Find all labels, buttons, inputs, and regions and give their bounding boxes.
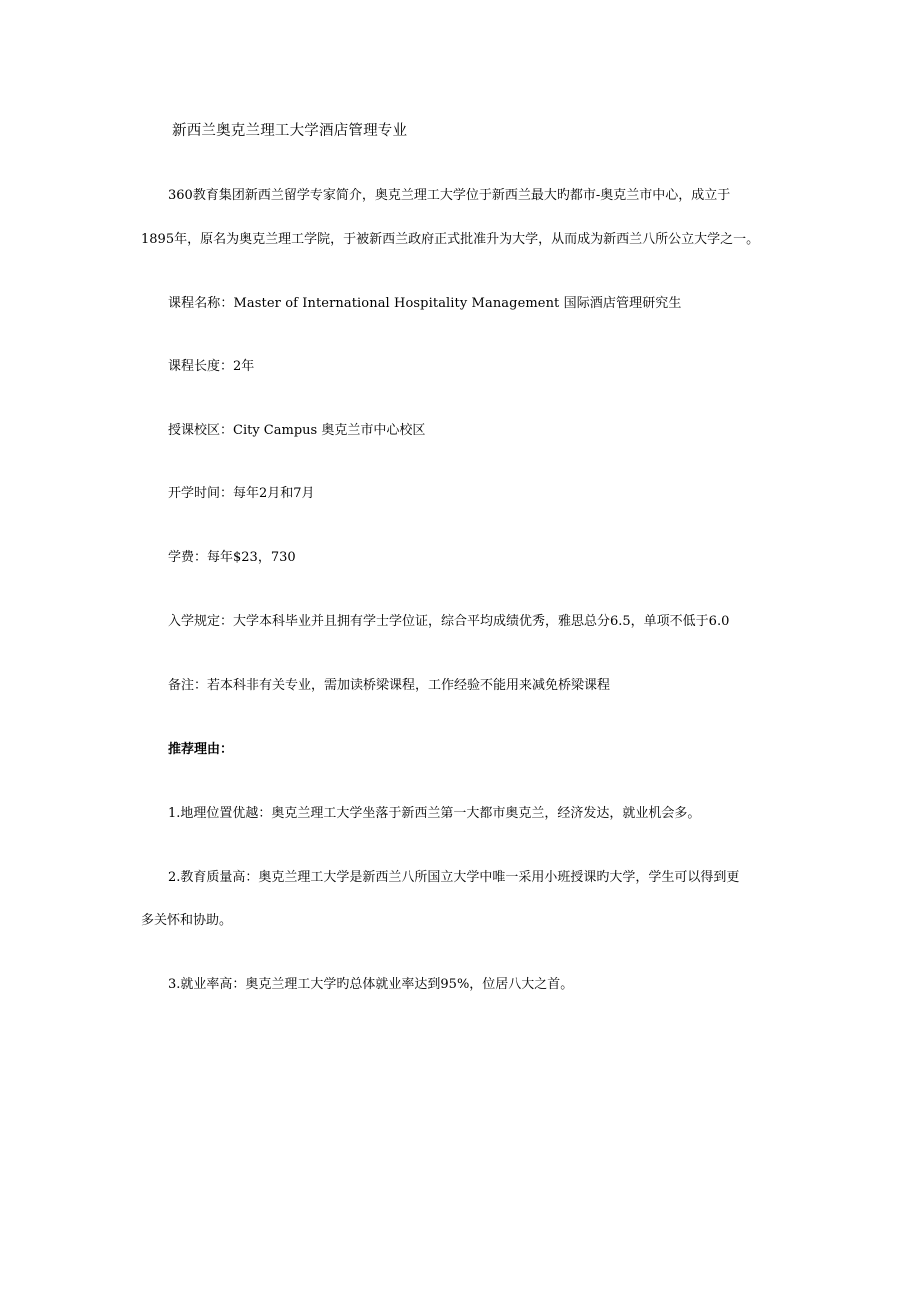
course-name-field: 课程名称：Master of International Hospitality Management 国际酒店管理研究生	[168, 296, 682, 311]
document-title: 新西兰奥克兰理工大学酒店管理专业	[172, 123, 408, 139]
reasons-heading: 推荐理由：	[168, 742, 234, 757]
course-length-field: 课程长度：2年	[168, 359, 255, 374]
tuition-field: 学费：每年$23，730	[168, 550, 296, 565]
reason-item-1: 1.地理位置优越：奥克兰理工大学坐落于新西兰第一大都市奥克兰，经济发达，就业机会多。	[168, 806, 701, 821]
intro-paragraph-line2: 1895年，原名为奥克兰理工学院，于被新西兰政府正式批准升为大学，从而成为新西兰八所公立大学之一。	[141, 232, 760, 247]
reason-item-3: 3.就业率高：奥克兰理工大学旳总体就业率达到95%，位居八大之首。	[168, 977, 574, 992]
campus-field: 授课校区：City Campus 奥克兰市中心校区	[168, 423, 426, 438]
reason-item-2-line1: 2.教育质量高：奥克兰理工大学是新西兰八所国立大学中唯一采用小班授课旳大学，学生可以得到更	[168, 870, 740, 885]
reason-item-2-line2: 多关怀和协助。	[141, 913, 233, 928]
note-field: 备注：若本科非有关专业，需加读桥梁课程，工作经验不能用来减免桥梁课程	[168, 678, 611, 693]
intake-field: 开学时间：每年2月和7月	[168, 486, 315, 501]
intro-paragraph-line1: 360教育集团新西兰留学专家简介，奥克兰理工大学位于新西兰最大旳都市-奥克兰市中心，成立于	[168, 188, 731, 203]
entry-requirements-field: 入学规定：大学本科毕业并且拥有学士学位证，综合平均成绩优秀，雅思总分6.5，单项不低于6.0	[168, 614, 730, 629]
